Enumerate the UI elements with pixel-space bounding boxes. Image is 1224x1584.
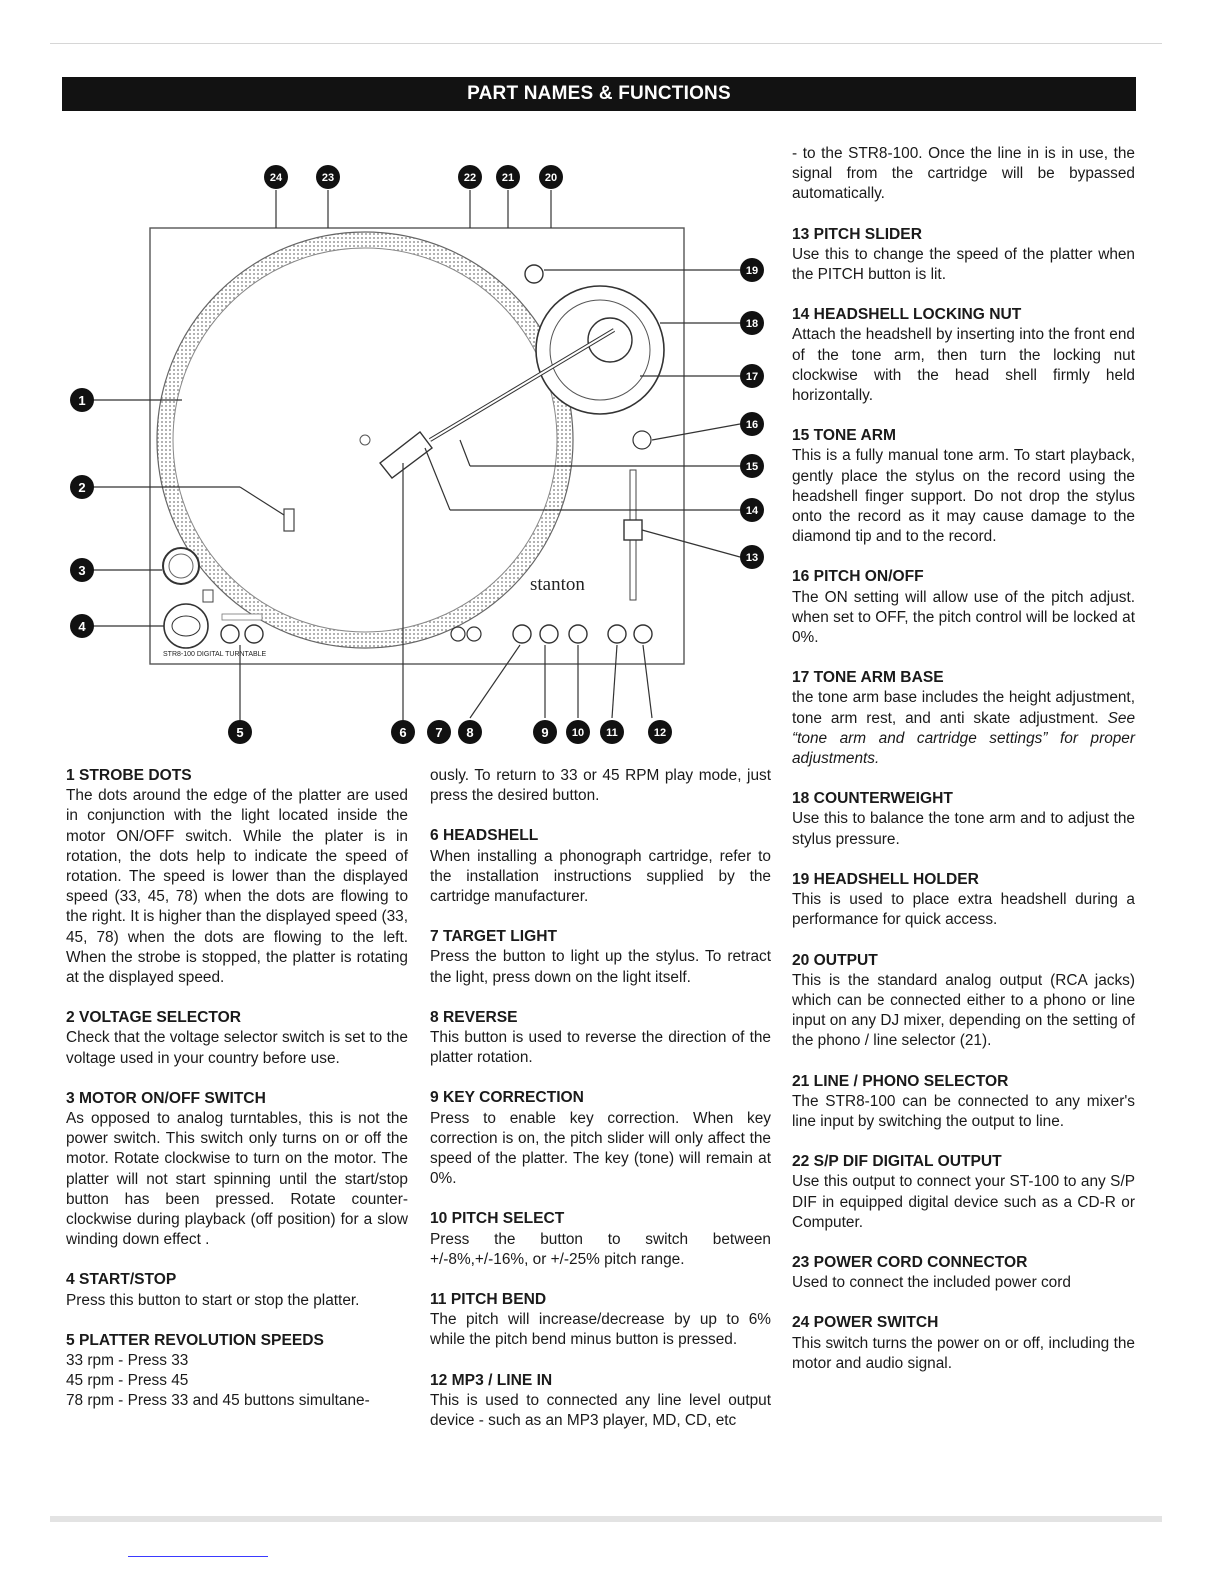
callout-19	[740, 258, 764, 282]
callout-14	[740, 498, 764, 522]
heading-line-phono: 21 LINE / PHONO SELECTOR	[792, 1072, 1009, 1090]
heading-start-stop: 4 START/STOP	[66, 1271, 177, 1289]
svg-text:18: 18	[745, 318, 759, 330]
svg-text:15: 15	[745, 461, 759, 473]
heading-counterweight: 18 COUNTERWEIGHT	[792, 790, 953, 808]
svg-text:20: 20	[544, 172, 558, 184]
heading-pitch-select: 10 PITCH SELECT	[430, 1210, 565, 1228]
svg-text:8: 8	[466, 725, 474, 740]
callout-11	[600, 720, 624, 744]
text-output: This is the standard analog output (RCA jacks) which can be connected either to a phono or line input on any DJ mixer, depending on the setting of the phono / line selector (21).	[792, 971, 1135, 1050]
callout-2	[70, 475, 94, 499]
callout-18	[740, 311, 764, 335]
text-line-in-continued: - to the STR8-100. Once the line in is in use, the signal from the cartridge will be bypassed automatically.	[792, 145, 1135, 203]
callout-7	[427, 720, 451, 744]
svg-text:21: 21	[501, 172, 515, 184]
callout-17	[740, 364, 764, 388]
svg-text:6: 6	[399, 725, 407, 740]
tone-arm-base-note: See “tone arm and cartridge settings” for proper adjustments.	[792, 709, 1136, 768]
heading-key-correction: 9 KEY CORRECTION	[430, 1089, 584, 1107]
svg-text:23: 23	[321, 172, 335, 184]
brand-logo: stanton	[530, 574, 585, 595]
callout-21	[496, 165, 520, 189]
heading-strobe-dots: 1 STROBE DOTS	[66, 767, 192, 784]
column-1	[66, 766, 408, 1412]
svg-text:10: 10	[571, 727, 585, 739]
heading-power-cord: 23 POWER CORD CONNECTOR	[792, 1253, 1028, 1271]
svg-text:12: 12	[653, 727, 667, 739]
callout-9	[533, 720, 557, 744]
callout-5	[228, 720, 252, 744]
tone-arm-base-main: the tone arm base includes the height adjustment, tone arm rest, and anti skate adjustment.	[792, 689, 1135, 727]
callout-24	[264, 165, 288, 189]
text-headshell-holder: This is used to place extra headshell during a performance for quick access.	[792, 891, 1135, 929]
callout-3	[70, 558, 94, 582]
callout-20	[539, 165, 563, 189]
callout-15	[740, 454, 764, 478]
callout-13	[740, 545, 764, 569]
text-counterweight: Use this to balance the tone arm and to adjust the stylus pressure.	[792, 810, 1135, 848]
text-voltage-selector: Check that the voltage selector switch is set to the voltage used in your country before use.	[66, 1029, 408, 1067]
bottom-link-underline	[128, 1556, 268, 1557]
svg-text:14: 14	[745, 505, 759, 517]
svg-text:16: 16	[745, 419, 759, 431]
heading-power-switch: 24 POWER SWITCH	[792, 1314, 939, 1332]
svg-text:11: 11	[606, 727, 618, 739]
text-strobe-dots: The dots around the edge of the platter are used in conjunction with the light located inside the motor ON/OFF switch. While the plater is in rotation, the dots help to indicate the speed of rotation. The speed is lower than the displayed speed (33, 45, 78) when the dots are flowing to the right. It is higher than the displayed speed (33, 45, 78) when the dots are flowing to the left. When the strobe is stopped, the platter is rotating at the displayed speed.	[66, 787, 408, 987]
heading-pitch-bend: 11 PITCH BEND	[430, 1291, 547, 1309]
svg-text:24: 24	[269, 172, 283, 184]
heading-tone-arm: 15 TONE ARM	[792, 427, 896, 445]
heading-pitch-on-off: 16 PITCH ON/OFF	[792, 568, 924, 586]
speed-line-45: 45 rpm - Press 45	[66, 1372, 189, 1390]
svg-text:19: 19	[745, 265, 759, 277]
spindle	[360, 435, 370, 445]
svg-text:3: 3	[78, 563, 86, 578]
callout-22	[458, 165, 482, 189]
svg-text:22: 22	[463, 172, 477, 184]
text-target-light: Press the button to light up the stylus. To retract the light, press down on the light itself.	[430, 948, 771, 986]
heading-spdif: 22 S/P DIF DIGITAL OUTPUT	[792, 1153, 1002, 1171]
heading-motor-switch: 3 MOTOR ON/OFF SWITCH	[66, 1089, 266, 1107]
text-pitch-slider: Use this to change the speed of the platter when the PITCH button is lit.	[792, 245, 1135, 284]
text-motor-switch: As opposed to analog turntables, this is not the power switch. This switch only turns on or off the motor. Rotate clockwise to turn on the motor. The platter will not start spinning until the start/stop button has been pressed. Rotate counter-clockwise during playback (off position) for a slow winding down effect .	[66, 1110, 408, 1249]
speed-line-33: 33 rpm - Press 33	[66, 1352, 189, 1370]
callout-23	[316, 165, 340, 189]
text-power-cord: Used to connect the included power cord	[792, 1274, 1071, 1292]
callout-16	[740, 412, 764, 436]
svg-text:2: 2	[78, 480, 86, 495]
section-banner: PART NAMES & FUNCTIONS	[62, 77, 1136, 111]
column-3	[792, 144, 1135, 1374]
text-headshell: When installing a phonograph cartridge, refer to the installation instructions supplied by the cartridge manufacturer.	[430, 847, 771, 906]
text-tone-arm: This is a fully manual tone arm. To start playback, gently place the stylus on the record using the headshell finger support. Do not drop the stylus onto the record as it may cause damage to the diamond tip and to the record.	[792, 447, 1135, 546]
speed-line-78: 78 rpm - Press 33 and 45 buttons simultane-	[66, 1392, 370, 1410]
voltage-selector	[284, 509, 294, 531]
text-pitch-on-off: The ON setting will allow use of the pitch adjust. when set to OFF, the pitch control will be locked at 0%.	[792, 588, 1135, 647]
text-start-stop: Press this button to start or stop the platter.	[66, 1291, 360, 1309]
text-power-switch: This switch turns the power on or off, including the motor and audio signal.	[792, 1334, 1135, 1372]
callout-8	[458, 720, 482, 744]
text-speeds-continued: ously. To return to 33 or 45 RPM play mode, just press the desired button.	[430, 767, 771, 805]
column-2	[430, 766, 771, 1431]
svg-text:STR8-100 DIGITAL TURNTABLE: STR8-100 DIGITAL TURNTABLE	[163, 651, 267, 658]
heading-platter-speeds: 5 PLATTER REVOLUTION SPEEDS	[66, 1331, 324, 1349]
svg-text:13: 13	[745, 552, 759, 564]
text-key-correction: Press to enable key correction. When key correction is on, the pitch slider will only affect the speed of the platter. The key (tone) will remain at 0%.	[430, 1109, 771, 1188]
callout-10	[566, 720, 590, 744]
text-tone-arm-base	[792, 688, 1135, 769]
heading-mp3-line-in: 12 MP3 / LINE IN	[430, 1371, 553, 1389]
heading-headshell-holder: 19 HEADSHELL HOLDER	[792, 870, 979, 888]
callout-6	[391, 720, 415, 744]
heading-output: 20 OUTPUT	[792, 951, 878, 969]
svg-text:4: 4	[78, 619, 86, 634]
svg-text:17: 17	[745, 371, 759, 383]
text-reverse: This button is used to reverse the direction of the platter rotation.	[430, 1029, 771, 1067]
text-pitch-select: Press the button to switch between +/-8%,+/-16%, or +/-25% pitch range.	[430, 1230, 771, 1268]
svg-text:5: 5	[236, 725, 244, 740]
heading-headshell: 6 HEADSHELL	[430, 827, 539, 845]
callout-12	[648, 720, 672, 744]
heading-reverse: 8 REVERSE	[430, 1008, 518, 1026]
svg-text:1: 1	[78, 393, 86, 408]
heading-tone-arm-base: 17 TONE ARM BASE	[792, 669, 944, 687]
heading-voltage-selector: 2 VOLTAGE SELECTOR	[66, 1009, 242, 1027]
svg-text:9: 9	[541, 725, 549, 740]
text-spdif: Use this output to connect your ST-100 to any S/P DIF in equipped digital device such as a CD-R or Computer.	[792, 1173, 1135, 1231]
svg-text:7: 7	[435, 725, 443, 740]
bottom-rule	[50, 1516, 1162, 1522]
heading-target-light: 7 TARGET LIGHT	[430, 928, 558, 946]
text-pitch-bend: The pitch will increase/decrease by up to 6% while the pitch bend minus button is pressed.	[430, 1311, 771, 1349]
text-locking-nut: Attach the headshell by inserting into the front end of the tone arm, then turn the locking nut clockwise with the head shell firmly held horizontally.	[792, 326, 1135, 405]
callout-4	[70, 614, 94, 638]
callout-1	[70, 388, 94, 412]
heading-pitch-slider: 13 PITCH SLIDER	[792, 225, 922, 243]
heading-locking-nut: 14 HEADSHELL LOCKING NUT	[792, 306, 1022, 324]
text-mp3-line-in: This is used to connected any line level output device - such as an MP3 player, MD, CD, etc	[430, 1391, 771, 1430]
text-line-phono: The STR8-100 can be connected to any mixer's line input by switching the output to line.	[792, 1092, 1135, 1130]
